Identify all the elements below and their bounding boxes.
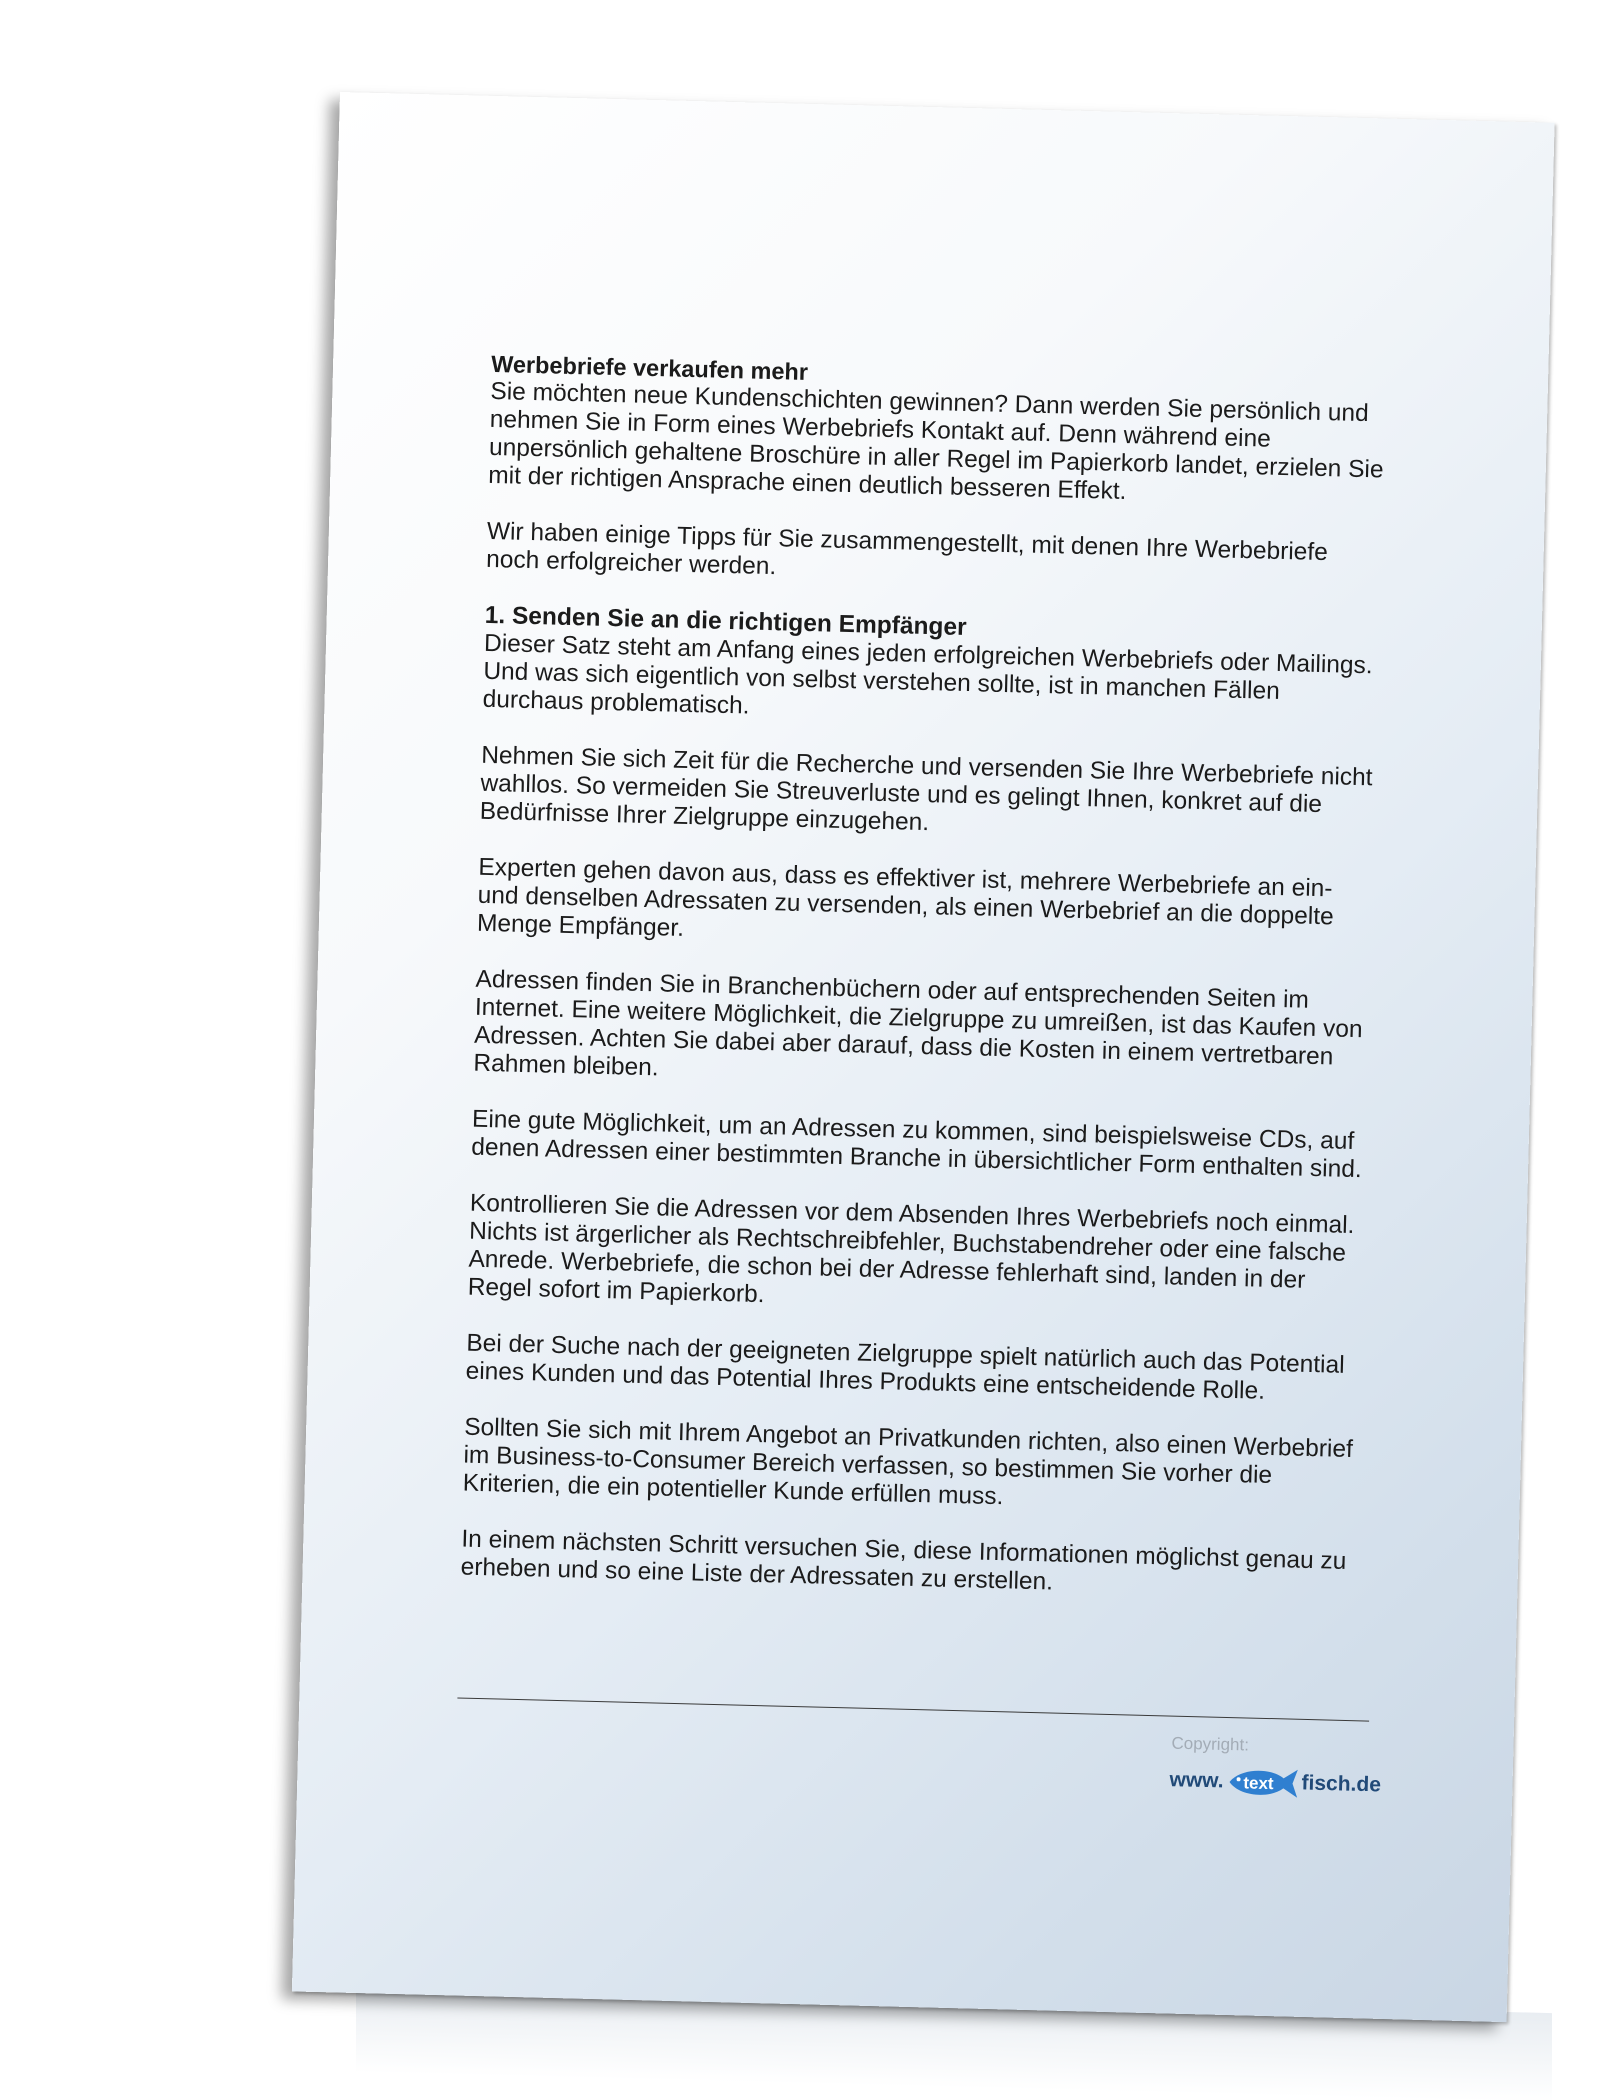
logo-suffix: .de (1350, 1772, 1382, 1797)
section-heading-1: 1. Senden Sie an die richtigen Empfänger (484, 601, 967, 642)
intro-paragraph-2: Wir haben einige Tipps für Sie zusammengestellt, mit denen Ihre Werbebriefe noch erfolgreicher werden. (485, 517, 1329, 581)
textfisch-logo (1169, 1764, 1381, 1803)
footer-divider (457, 1697, 1369, 1721)
document-title: Werbebriefe verkaufen mehr (490, 350, 809, 385)
section-paragraph: Experten gehen davon aus, dass es effektiver ist, mehrere Werbebriefe an ein- und denselben Adressaten zu versenden, als einen Werbebrief an die doppelte Menge Empfänger. (476, 853, 1335, 942)
intro-paragraph-1: Sie möchten neue Kundenschichten gewinnen? Dann werden Sie persönlich und nehmen Sie in Form eines Werbebriefs Kontakt auf. Denn während eine unpersönlich gehaltene Broschüre in aller Regel im Papierkorb landet, erzielen Sie mit der richtigen Ansprache einen deutlich besseren Effekt. (488, 377, 1384, 506)
logo-middle: fisch (1301, 1771, 1351, 1796)
copyright-block (972, 1729, 1382, 1829)
section-paragraph: Adressen finden Sie in Branchenbüchern oder auf entsprechenden Seiten im Internet. Eine weitere Möglichkeit, die Zielgruppe zu umreißen, ist das Kaufen von Adressen. Achten Sie dabei aber darauf, dass die Kosten in einem vertretbaren Rahmen bleiben. (473, 965, 1363, 1082)
document-body (460, 350, 1392, 1632)
section-paragraph: Bei der Suche nach der geeigneten Zielgruppe spielt natürlich auch das Potential eines Kunden und das Potential Ihres Produkts eine entscheidende Rolle. (465, 1329, 1345, 1405)
section-paragraph: Nehmen Sie sich Zeit für die Recherche und versenden Sie Ihre Werbebriefe nicht wahllos. So vermeiden Sie Streuverluste und es gelingt Ihnen, konkret auf die Bedürfnisse Ihrer Zielgruppe einzugehen. (479, 741, 1373, 837)
section-paragraph: Dieser Satz steht am Anfang eines jeden erfolgreichen Werbebriefs oder Mailings. Und was sich eigentlich von selbst verstehen sollte, ist in manchen Fällen durchaus problematisch. (482, 629, 1373, 720)
section-paragraph: In einem nächsten Schritt versuchen Sie, diese Informationen möglichst genau zu erheben und so eine Liste der Adressaten zu erstellen. (460, 1525, 1347, 1596)
logo-fish-text: text (1243, 1773, 1274, 1794)
fish-logo-icon (1225, 1765, 1300, 1801)
document-page (292, 92, 1555, 2022)
section-paragraph: Eine gute Möglichkeit, um an Adressen zu kommen, sind beispielsweise CDs, auf denen Adressen einer bestimmten Branche in übersichtlicher Form enthalten sind. (471, 1105, 1363, 1184)
section-paragraph: Kontrollieren Sie die Adressen vor dem Absenden Ihres Werbebriefs noch einmal. Nichts ist ärgerlicher als Rechtschreibfehler, Buchstabendreher oder eine falsche Anrede. Werbebriefe, die schon bei der Adresse fehlerhaft sind, landen in der Regel sofort im Papierkorb. (467, 1189, 1355, 1309)
logo-prefix: www. (1169, 1768, 1224, 1793)
section-paragraph: Sollten Sie sich mit Ihrem Angebot an Privatkunden richten, also einen Werbebrief im Business-to-Consumer Bereich verfassen, so bestimmen Sie vorher die Kriterien, die ein potentieller Kunde erfüllen muss. (462, 1413, 1354, 1511)
copyright-label: Copyright: (1171, 1733, 1250, 1755)
